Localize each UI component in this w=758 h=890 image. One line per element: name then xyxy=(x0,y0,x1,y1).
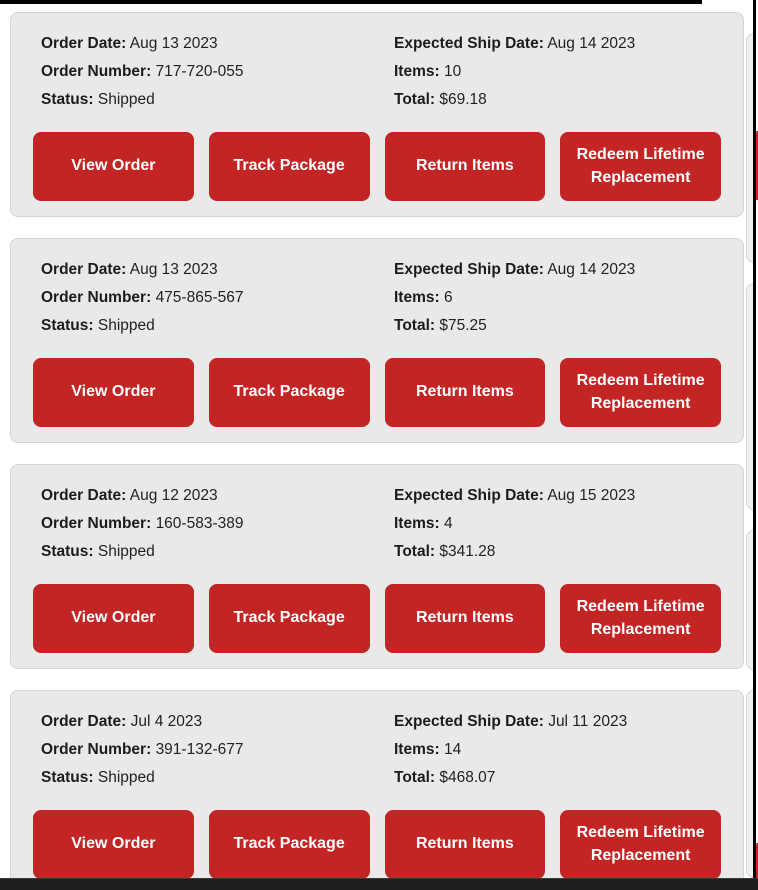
total-line xyxy=(394,86,721,114)
order-number-label: Order Number: xyxy=(41,63,152,80)
redeem-lifetime-replacement-button[interactable]: Redeem Lifetime Replacement xyxy=(560,132,721,201)
order-number-line xyxy=(41,58,394,86)
expected-ship-date-value: Aug 15 2023 xyxy=(547,487,636,504)
total-line xyxy=(394,764,721,792)
items-line xyxy=(394,736,721,764)
order-card xyxy=(10,12,744,217)
total-label: Total: xyxy=(394,317,436,334)
order-date-value: Aug 13 2023 xyxy=(129,261,218,278)
view-order-button[interactable]: View Order xyxy=(33,358,194,427)
order-number-line xyxy=(41,284,394,312)
status-value: Shipped xyxy=(97,543,155,560)
order-card xyxy=(10,238,744,443)
order-info xyxy=(33,30,721,114)
order-info-right-column xyxy=(394,30,721,114)
total-value: $341.28 xyxy=(439,543,496,560)
order-info-left-column xyxy=(41,30,394,114)
redeem-lifetime-replacement-button[interactable]: Redeem Lifetime Replacement xyxy=(560,810,721,879)
order-date-value: Jul 4 2023 xyxy=(130,713,203,730)
order-number-value: 160-583-389 xyxy=(155,515,244,532)
expected-ship-date-label: Expected Ship Date: xyxy=(394,487,544,504)
order-info xyxy=(33,708,721,792)
order-actions xyxy=(33,358,721,427)
expected-ship-date-label: Expected Ship Date: xyxy=(394,35,544,52)
order-date-label: Order Date: xyxy=(41,713,127,730)
track-package-button[interactable]: Track Package xyxy=(209,358,370,427)
order-date-label: Order Date: xyxy=(41,487,127,504)
order-info-right-column xyxy=(394,482,721,566)
order-number-value: 717-720-055 xyxy=(155,63,244,80)
order-date-value: Aug 12 2023 xyxy=(129,487,218,504)
order-info xyxy=(33,482,721,566)
order-date-line xyxy=(41,30,394,58)
order-date-line xyxy=(41,708,394,736)
view-order-button[interactable]: View Order xyxy=(33,584,194,653)
items-value: 10 xyxy=(443,63,462,80)
total-line xyxy=(394,538,721,566)
track-package-button[interactable]: Track Package xyxy=(209,584,370,653)
order-number-line xyxy=(41,510,394,538)
total-label: Total: xyxy=(394,543,436,560)
items-label: Items: xyxy=(394,289,440,306)
return-items-button[interactable]: Return Items xyxy=(385,810,546,879)
return-items-button[interactable]: Return Items xyxy=(385,584,546,653)
order-card xyxy=(10,464,744,669)
order-date-line xyxy=(41,482,394,510)
order-info-left-column xyxy=(41,708,394,792)
order-date-value: Aug 13 2023 xyxy=(129,35,218,52)
order-date-label: Order Date: xyxy=(41,261,127,278)
expected-ship-date-line xyxy=(394,482,721,510)
order-info-left-column xyxy=(41,256,394,340)
items-value: 4 xyxy=(443,515,453,532)
total-value: $75.25 xyxy=(439,317,487,334)
window-right-border xyxy=(753,0,756,878)
view-order-button[interactable]: View Order xyxy=(33,810,194,879)
return-items-button[interactable]: Return Items xyxy=(385,358,546,427)
total-label: Total: xyxy=(394,91,436,108)
order-card xyxy=(10,690,744,890)
status-line xyxy=(41,312,394,340)
order-actions xyxy=(33,132,721,201)
status-line xyxy=(41,86,394,114)
track-package-button[interactable]: Track Package xyxy=(209,132,370,201)
status-label: Status: xyxy=(41,543,94,560)
order-date-line xyxy=(41,256,394,284)
order-number-label: Order Number: xyxy=(41,741,152,758)
items-value: 14 xyxy=(443,741,462,758)
expected-ship-date-label: Expected Ship Date: xyxy=(394,713,544,730)
items-label: Items: xyxy=(394,741,440,758)
view-order-button[interactable]: View Order xyxy=(33,132,194,201)
orders-list xyxy=(10,12,744,890)
expected-ship-date-label: Expected Ship Date: xyxy=(394,261,544,278)
return-items-button[interactable]: Return Items xyxy=(385,132,546,201)
order-info-left-column xyxy=(41,482,394,566)
status-label: Status: xyxy=(41,769,94,786)
items-line xyxy=(394,284,721,312)
track-package-button[interactable]: Track Package xyxy=(209,810,370,879)
order-info xyxy=(33,256,721,340)
order-number-value: 391-132-677 xyxy=(155,741,244,758)
order-number-label: Order Number: xyxy=(41,515,152,532)
status-label: Status: xyxy=(41,317,94,334)
order-actions xyxy=(33,810,721,879)
order-info-right-column xyxy=(394,256,721,340)
order-number-value: 475-865-567 xyxy=(155,289,244,306)
status-value: Shipped xyxy=(97,91,155,108)
items-label: Items: xyxy=(394,515,440,532)
order-number-line xyxy=(41,736,394,764)
status-value: Shipped xyxy=(97,769,155,786)
status-line xyxy=(41,764,394,792)
items-label: Items: xyxy=(394,63,440,80)
items-line xyxy=(394,58,721,86)
status-label: Status: xyxy=(41,91,94,108)
expected-ship-date-value: Aug 14 2023 xyxy=(547,261,636,278)
window-top-border xyxy=(0,0,702,4)
total-line xyxy=(394,312,721,340)
items-line xyxy=(394,510,721,538)
total-value: $468.07 xyxy=(439,769,496,786)
window-bottom-bar xyxy=(0,878,758,890)
order-info-right-column xyxy=(394,708,721,792)
order-actions xyxy=(33,584,721,653)
expected-ship-date-line xyxy=(394,708,721,736)
status-value: Shipped xyxy=(97,317,155,334)
expected-ship-date-line xyxy=(394,30,721,58)
status-line xyxy=(41,538,394,566)
redeem-lifetime-replacement-button[interactable]: Redeem Lifetime Replacement xyxy=(560,358,721,427)
redeem-lifetime-replacement-button[interactable]: Redeem Lifetime Replacement xyxy=(560,584,721,653)
items-value: 6 xyxy=(443,289,453,306)
order-number-label: Order Number: xyxy=(41,289,152,306)
total-label: Total: xyxy=(394,769,436,786)
expected-ship-date-value: Jul 11 2023 xyxy=(548,713,628,730)
total-value: $69.18 xyxy=(439,91,487,108)
expected-ship-date-value: Aug 14 2023 xyxy=(547,35,636,52)
order-date-label: Order Date: xyxy=(41,35,127,52)
expected-ship-date-line xyxy=(394,256,721,284)
